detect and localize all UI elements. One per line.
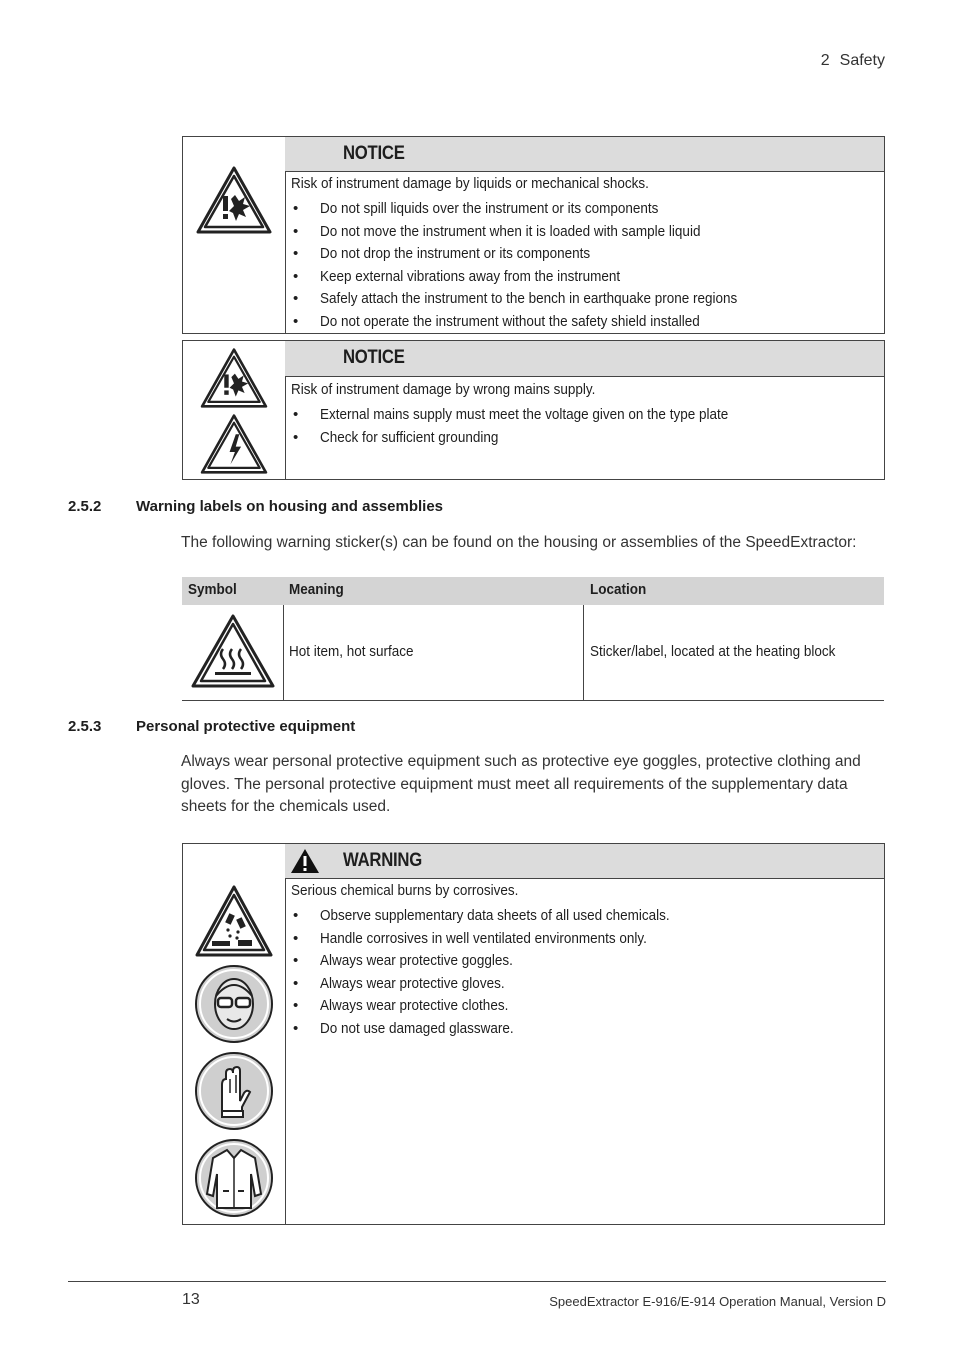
notice-header	[285, 137, 884, 172]
notice-list	[291, 404, 878, 449]
instrument-damage-warning-icon	[199, 347, 269, 409]
list-item: • Do not drop the instrument or its components	[293, 245, 591, 262]
column-header-meaning: Meaning	[289, 581, 344, 598]
column-header-location: Location	[590, 581, 647, 598]
notice-title: NOTICE	[343, 347, 405, 368]
footer-divider	[68, 1281, 886, 1282]
warning-header	[285, 844, 884, 879]
notice-header	[285, 341, 884, 377]
warning-body	[291, 882, 878, 1040]
instrument-damage-warning-icon	[195, 165, 273, 235]
list-item: • Always wear protective goggles.	[293, 952, 513, 969]
document-title: SpeedExtractor E-916/E-914 Operation Manual, Version D	[549, 1294, 886, 1309]
column-header-symbol: Symbol	[188, 581, 237, 598]
list-item: • Observe supplementary data sheets of all used chemicals.	[293, 907, 670, 924]
warning-intro: Serious chemical burns by corrosives.	[291, 882, 519, 899]
list-item: • Always wear protective clothes.	[293, 997, 509, 1014]
list-item: • Check for sufficient grounding	[293, 428, 499, 446]
table-header	[182, 577, 884, 605]
table-cell-meaning: Hot item, hot surface	[289, 643, 414, 660]
section-paragraph: The following warning sticker(s) can be found on the housing or assemblies of the SpeedExtractor:	[181, 534, 857, 551]
hot-surface-icon	[190, 613, 276, 689]
section-paragraph: Always wear personal protective equipment such as protective eye goggles, protective clothing and gloves. The personal protective equipment must meet all requirements of the supplementary data sheets for the chemicals used.	[181, 753, 861, 815]
warning-labels-table	[182, 577, 884, 701]
notice-title: NOTICE	[343, 143, 405, 164]
warning-triangle-icon	[290, 848, 320, 874]
section-number: 2.5.3	[68, 718, 102, 735]
page-number: 13	[182, 1291, 200, 1308]
list-item: • Keep external vibrations away from the instrument	[293, 267, 621, 285]
notice-box-liquids	[182, 136, 885, 334]
notice-list	[291, 198, 878, 333]
list-item: • Safely attach the instrument to the bench in earthquake prone regions	[293, 290, 738, 307]
notice-intro: Risk of instrument damage by wrong mains supply.	[291, 381, 596, 398]
warning-icon-column	[183, 844, 286, 1224]
list-item: • Do not use damaged glassware.	[293, 1019, 514, 1037]
section-title: Personal protective equipment	[136, 718, 356, 735]
wear-protective-clothing-icon	[194, 1138, 274, 1218]
notice-intro: Risk of instrument damage by liquids or mechanical shocks.	[291, 175, 649, 192]
warning-title: WARNING	[343, 850, 422, 871]
list-item: • Do not operate the instrument without the safety shield installed	[293, 312, 700, 330]
section-title: Warning labels on housing and assemblies	[136, 498, 444, 515]
wear-gloves-icon	[194, 1051, 274, 1131]
corrosive-substance-icon	[194, 884, 274, 958]
notice-icon-column	[183, 137, 286, 333]
list-item: • Do not move the instrument when it is loaded with sample liquid	[293, 222, 701, 240]
notice-body	[291, 381, 878, 449]
notice-box-mains	[182, 340, 885, 480]
section-number: 2.5.2	[68, 498, 102, 515]
list-item: • Always wear protective gloves.	[293, 974, 505, 992]
warning-list	[291, 905, 878, 1040]
notice-icon-column	[183, 341, 286, 479]
list-item: • Do not spill liquids over the instrument or its components	[293, 200, 659, 217]
electrical-hazard-icon	[199, 413, 269, 475]
notice-body	[291, 175, 878, 333]
warning-box-corrosives	[182, 843, 885, 1225]
chapter-header	[811, 52, 885, 70]
list-item: • External mains supply must meet the voltage given on the type plate	[293, 406, 729, 423]
chapter-number: 2	[820, 52, 830, 69]
wear-goggles-icon	[194, 964, 274, 1044]
chapter-title: Safety	[839, 52, 885, 69]
table-cell-location: Sticker/label, located at the heating block	[590, 643, 836, 660]
list-item: • Handle corrosives in well ventilated environments only.	[293, 929, 647, 947]
